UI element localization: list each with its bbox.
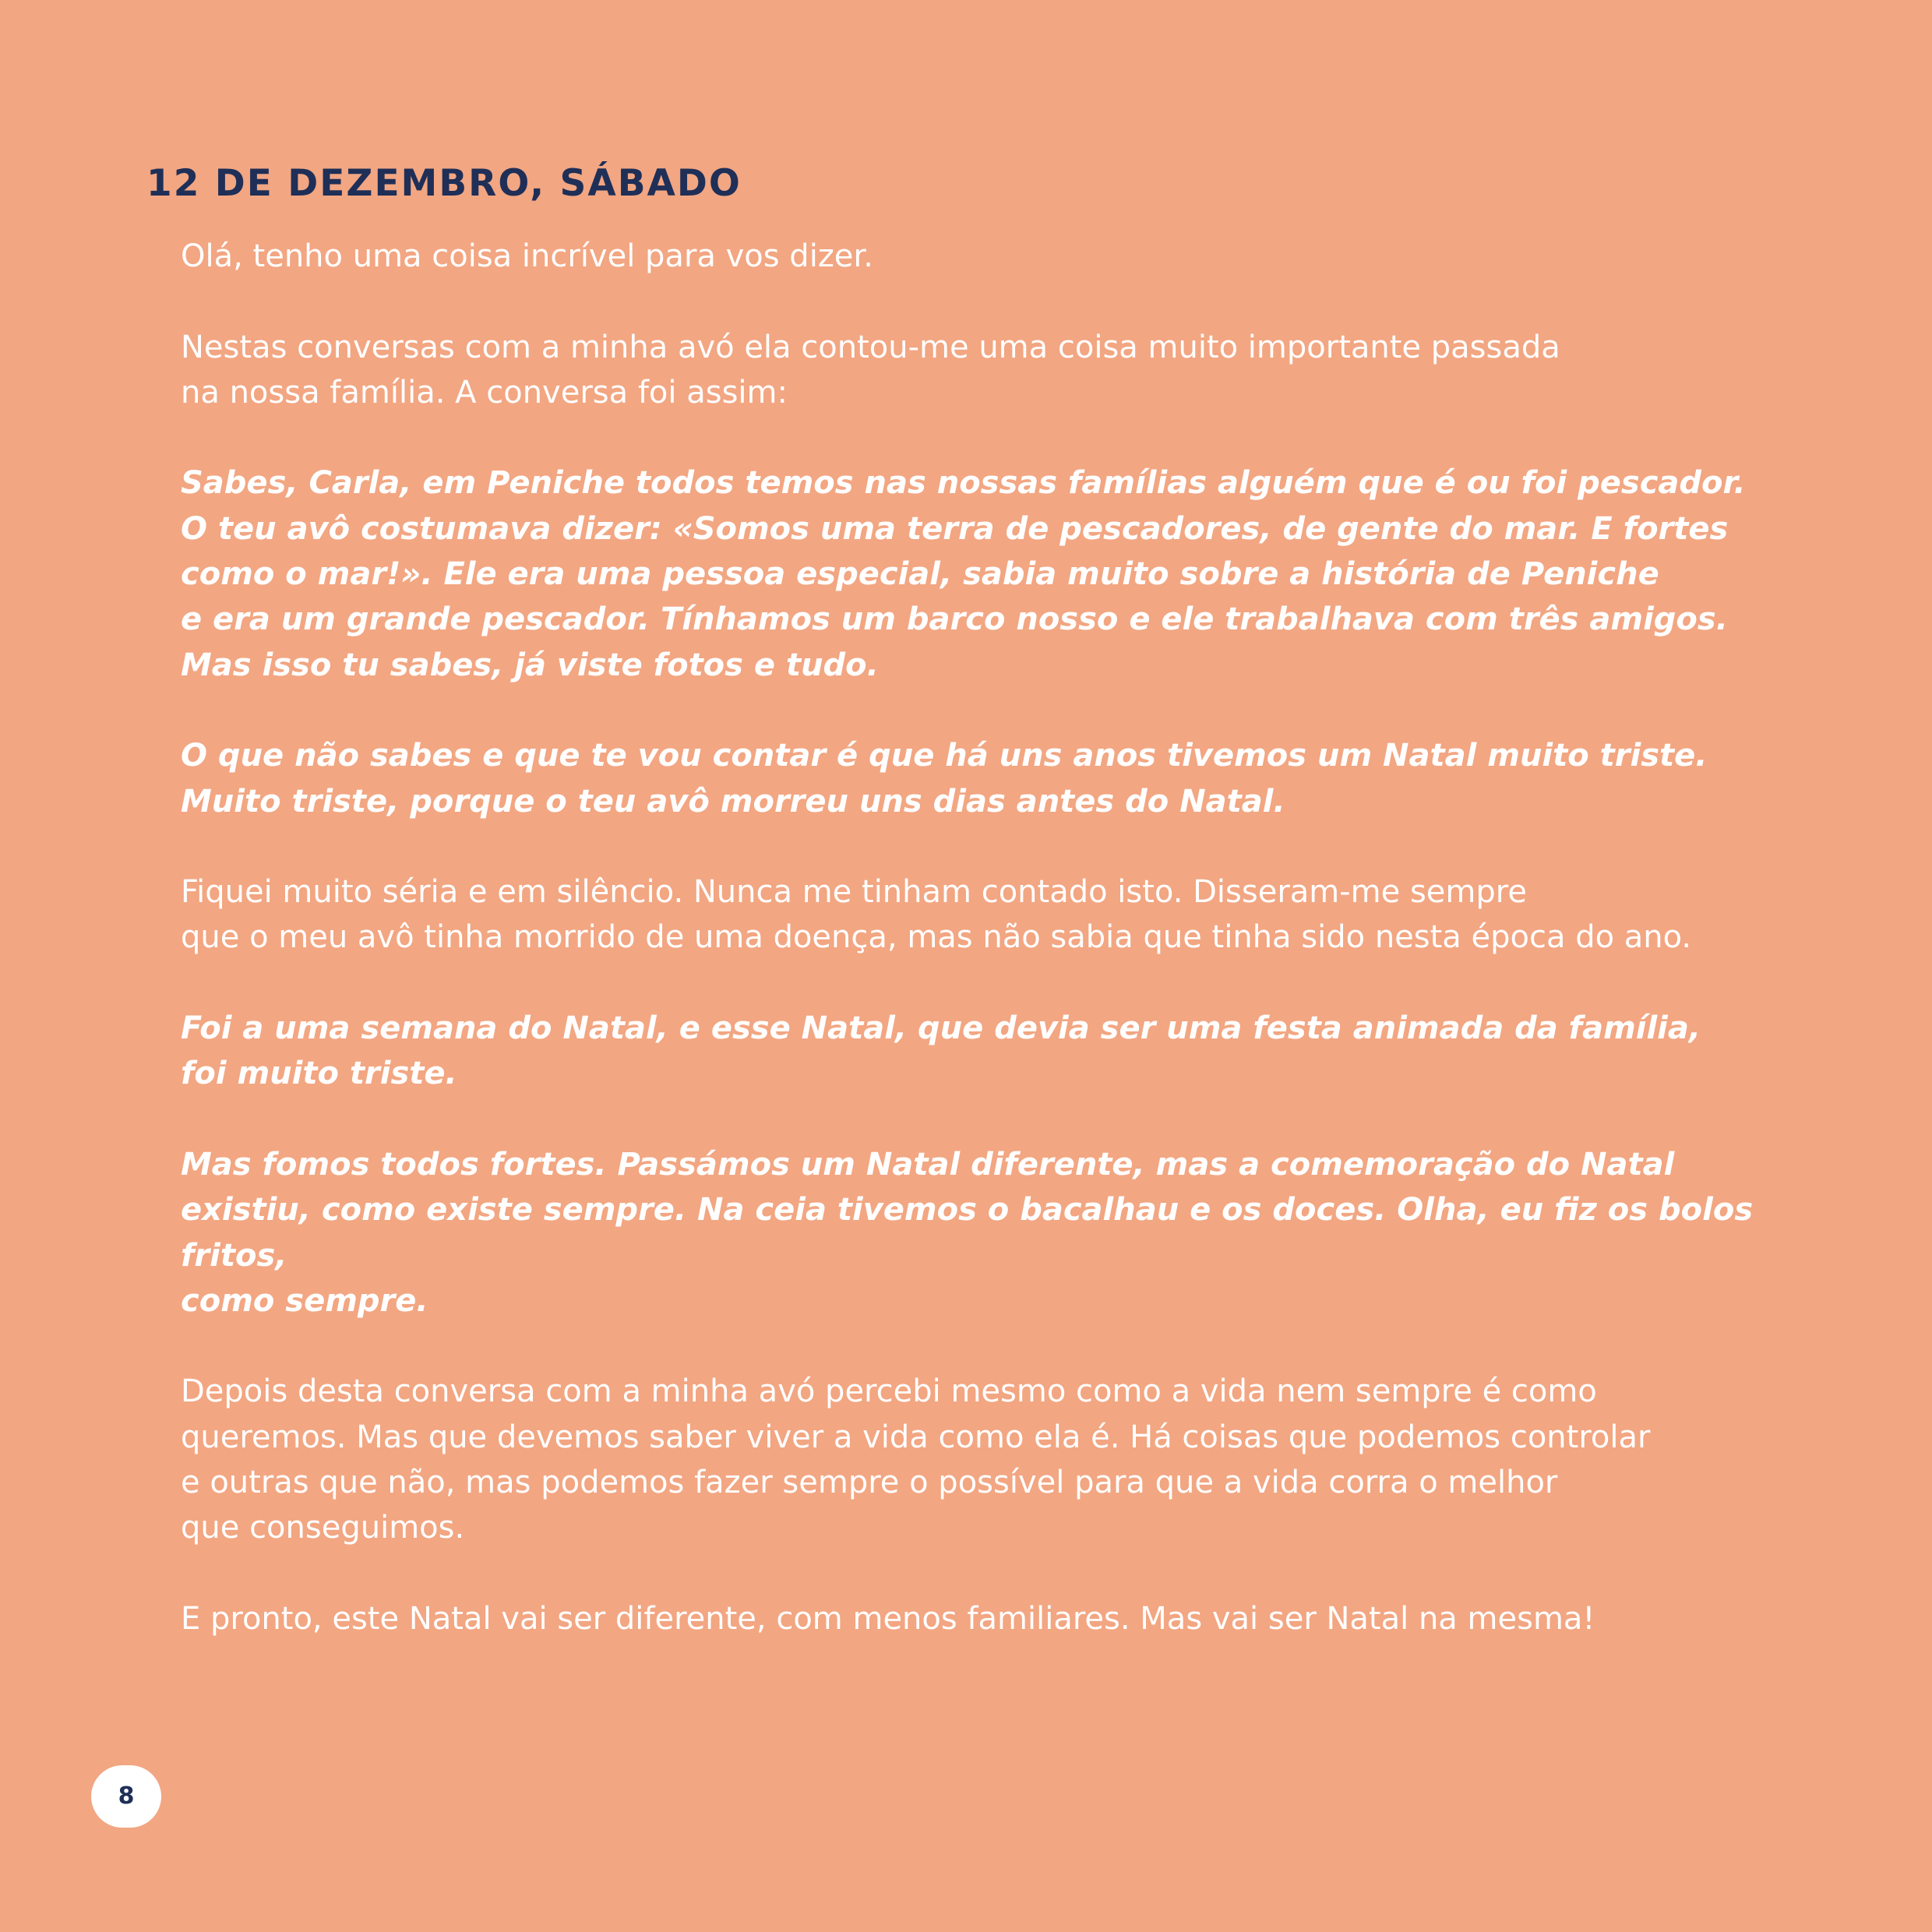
page-number: 8	[118, 1782, 135, 1810]
paragraph-intro: Olá, tenho uma coisa incrível para vos dizer.	[181, 238, 873, 274]
paragraph-reflection: Depois desta conversa com a minha avó percebi mesmo como a vida nem sempre é como queremos. Mas que devemos saber viver a vida como ela é. Há coisas que podemos controlar e outras que não, mas podemos fazer sempre o possível para que a vida corra o melhor que conseguimos.	[181, 1373, 1651, 1546]
page-number-badge	[91, 1765, 161, 1828]
paragraph-grandmother-speech-1: Sabes, Carla, em Peniche todos temos nas nossas famílias alguém que é ou foi pescador. O teu avô costumava dizer: «Somos uma terra de pescadores, de gente do mar. E fortes como o mar!». Ele era uma pessoa especial, sabia muito sobre a história de Peniche e era um grande pescador. Tínhamos um barco nosso e ele trabalhava com três amigos. Mas isso tu sabes, já viste fotos e tudo.	[181, 465, 1746, 683]
paragraph-reaction: Fiquei muito séria e em silêncio. Nunca me tinham contado isto. Disseram-me sempre que o meu avô tinha morrido de uma doença, mas não sabia que tinha sido nesta época do ano.	[181, 874, 1692, 956]
paragraph-grandmother-speech-4: Mas fomos todos fortes. Passámos um Natal diferente, mas a comemoração do Natal existiu, como existe sempre. Na ceia tivemos o bacalhau e os doces. Olha, eu fiz os bolos fritos, como sempre.	[181, 1146, 1754, 1319]
body-text	[181, 234, 1817, 1687]
paragraph-conversation-intro: Nestas conversas com a minha avó ela contou-me uma coisa muito importante passada na nossa família. A conversa foi assim:	[181, 329, 1560, 411]
page-title: 12 DE DEZEMBRO, SÁBADO	[146, 162, 742, 205]
paragraph-grandmother-speech-2: O que não sabes e que te vou contar é que há uns anos tivemos um Natal muito triste. Muito triste, porque o teu avô morreu uns dias antes do Natal.	[181, 738, 1708, 820]
paragraph-grandmother-speech-3: Foi a uma semana do Natal, e esse Natal, que devia ser uma festa animada da família, foi muito triste.	[181, 1010, 1701, 1092]
paragraph-closing: E pronto, este Natal vai ser diferente, com menos familiares. Mas vai ser Natal na mesma!	[181, 1600, 1595, 1637]
